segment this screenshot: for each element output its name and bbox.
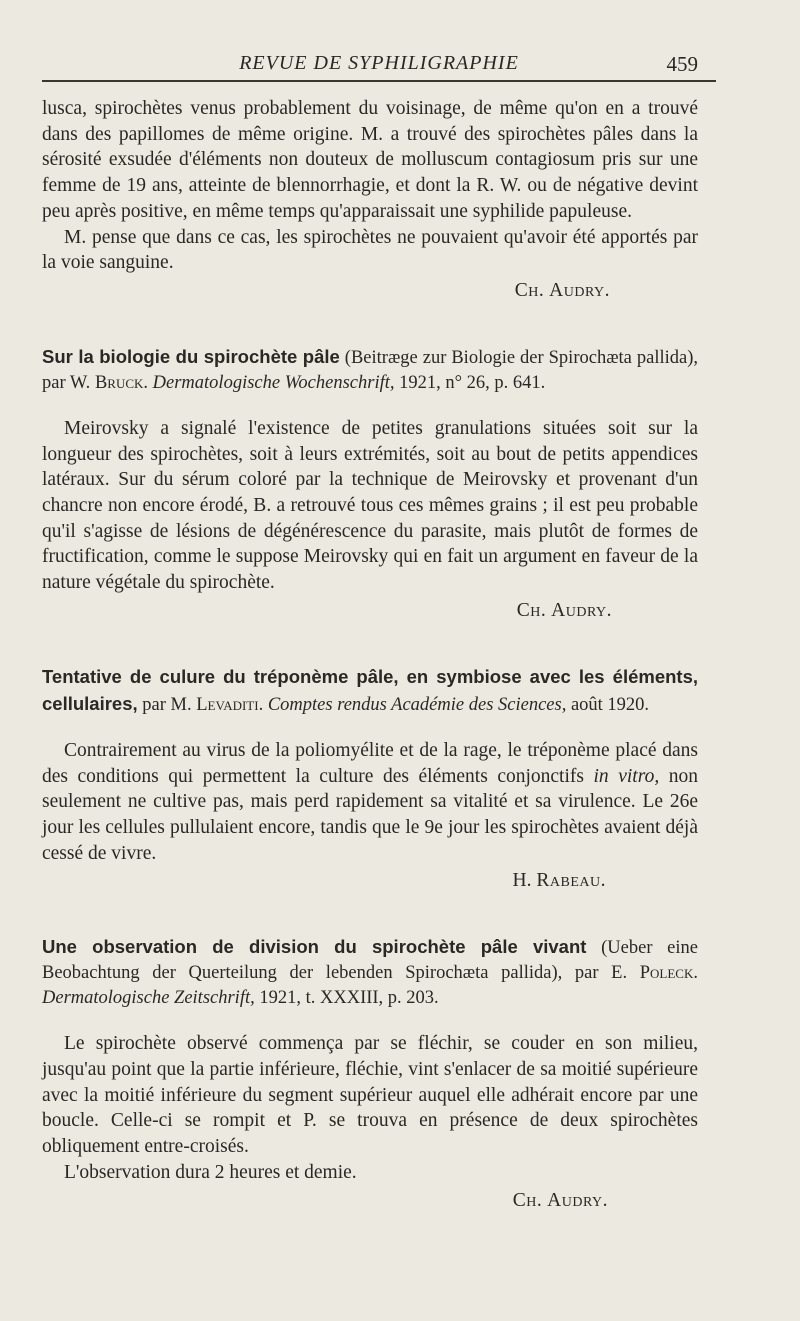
page-number: 459 — [666, 52, 698, 76]
article-author: Poleck — [639, 963, 694, 984]
running-header — [42, 50, 716, 82]
signature-initial: Ch. — [512, 1189, 543, 1211]
page-content — [42, 96, 698, 1214]
paragraph: lusca, spirochètes venus probablement du voisinage, de même qu'on en a trouvé dans des papillomes de même origine. M. a trouvé des spirochètes pâles dans la sérosité exsudée d'éléments non douteux de molluscum contagiosum pris sur une femme de 19 ans, atteinte de blennorrhagie, et dont la R. W. ou de négative devint peu après positive, en même temps qu'apparaissait une syphilide papuleuse. — [42, 98, 698, 222]
signature — [42, 278, 698, 304]
article-title: Une observation de division du spirochète pâle vivant — [42, 936, 587, 958]
paragraph: Meirovsky a signalé l'existence de petites granulations situées soit sur la longueur des spirochètes, soit à leurs extrémités, soit au bout de petits appendices latéraux. Sur du sérum coloré par la technique de Meirovsky et provenant d'un chancre non encore érodé, B. a retrouvé tous ces mêmes grains ; il est peu probable qu'il s'agisse de lésions de dégénérescence du parasite, mais plutôt de formes de fructification, comme le suppose Meirovsky qui en fait un argument en faveur de la nature végétale du spirochète. — [42, 417, 698, 594]
signature-name: Rabeau. — [536, 870, 606, 892]
review-article-3 — [42, 934, 698, 1213]
paragraph: L'observation dura 2 heures et demie. — [64, 1161, 357, 1183]
paragraph-text: non seulement ne cultive pas, mais perd rapidement sa vitalité et sa virulence. Le 26e jour les cellules pullulaient encore, tandis que le 9e jour les spirochètes avaient déjà cessé de vivre. — [42, 765, 698, 864]
reference-text: août 1920. — [566, 694, 650, 715]
review-article-2 — [42, 664, 698, 895]
reference-text: 1921, t. XXXIII, p. 203. — [254, 988, 439, 1009]
signature-initial: H. — [512, 870, 532, 892]
running-title: REVUE DE SYPHILIGRAPHIE — [239, 52, 519, 74]
signature-initial: Ch. — [514, 279, 545, 301]
paragraph-text: Contrairement au virus de la poliomyélite et de la rage, le tréponème placé dans des conditions qui permettent la culture des éléments conjonctifs — [42, 739, 698, 787]
journal-name: Dermatologische Zeitschrift, — [42, 988, 255, 1009]
paragraph — [42, 738, 698, 867]
article-heading — [42, 934, 698, 1011]
header-rule — [42, 80, 716, 82]
journal-name: Dermatologische Wochenschrift, — [152, 372, 395, 393]
continued-review — [42, 96, 698, 304]
signature — [42, 1188, 698, 1214]
reference-text: . — [258, 694, 268, 715]
article-title: Sur la biologie du spirochète pâle — [42, 345, 340, 367]
reference-text: . — [693, 963, 698, 984]
journal-name: Comptes rendus Académie des Sciences, — [267, 694, 567, 715]
reference-text: (Ueber eine Beobachtung der Querteilung der lebenden Spirochæta pallida), par E. — [42, 938, 698, 984]
article-author: Bruck — [94, 372, 144, 393]
signature-initial: Ch. — [516, 599, 547, 621]
reference-text: 1921, n° 26, p. 641. — [394, 372, 546, 393]
article-heading — [42, 664, 698, 718]
reference-text: (Beitræge zur Biologie der Spirochæta pallida), par W. — [42, 347, 698, 393]
signature-name: Audry. — [551, 599, 612, 621]
reference-text: . — [143, 372, 153, 393]
signature — [42, 868, 698, 894]
paragraph: Le spirochète observé commença par se fléchir, se couder en son milieu, jusqu'au point que la partie inférieure, fléchie, vint s'enlacer de sa moitié supérieure avec la moitié inférieure du segment supérieur auquel elle adhérait encore par une boucle. Celle-ci se rompit et P. se trouva en présence de deux spirochètes obliquement entre-croisés. — [42, 1033, 698, 1158]
review-article-1 — [42, 344, 698, 624]
article-heading — [42, 344, 698, 396]
reference-text: par M. — [137, 694, 197, 715]
signature-name: Audry. — [547, 1189, 608, 1211]
signature — [42, 598, 698, 624]
paragraph: M. pense que dans ce cas, les spirochètes ne pouvaient qu'avoir été apportés par la voie sanguine. — [42, 226, 698, 274]
article-author: Levaditi — [196, 694, 259, 715]
article-title: Tentative de culure du tréponème pâle, en symbiose avec les éléments, cellulaires, — [42, 665, 698, 714]
italic-text: in vitro, — [593, 765, 660, 787]
signature-name: Audry. — [549, 279, 610, 301]
